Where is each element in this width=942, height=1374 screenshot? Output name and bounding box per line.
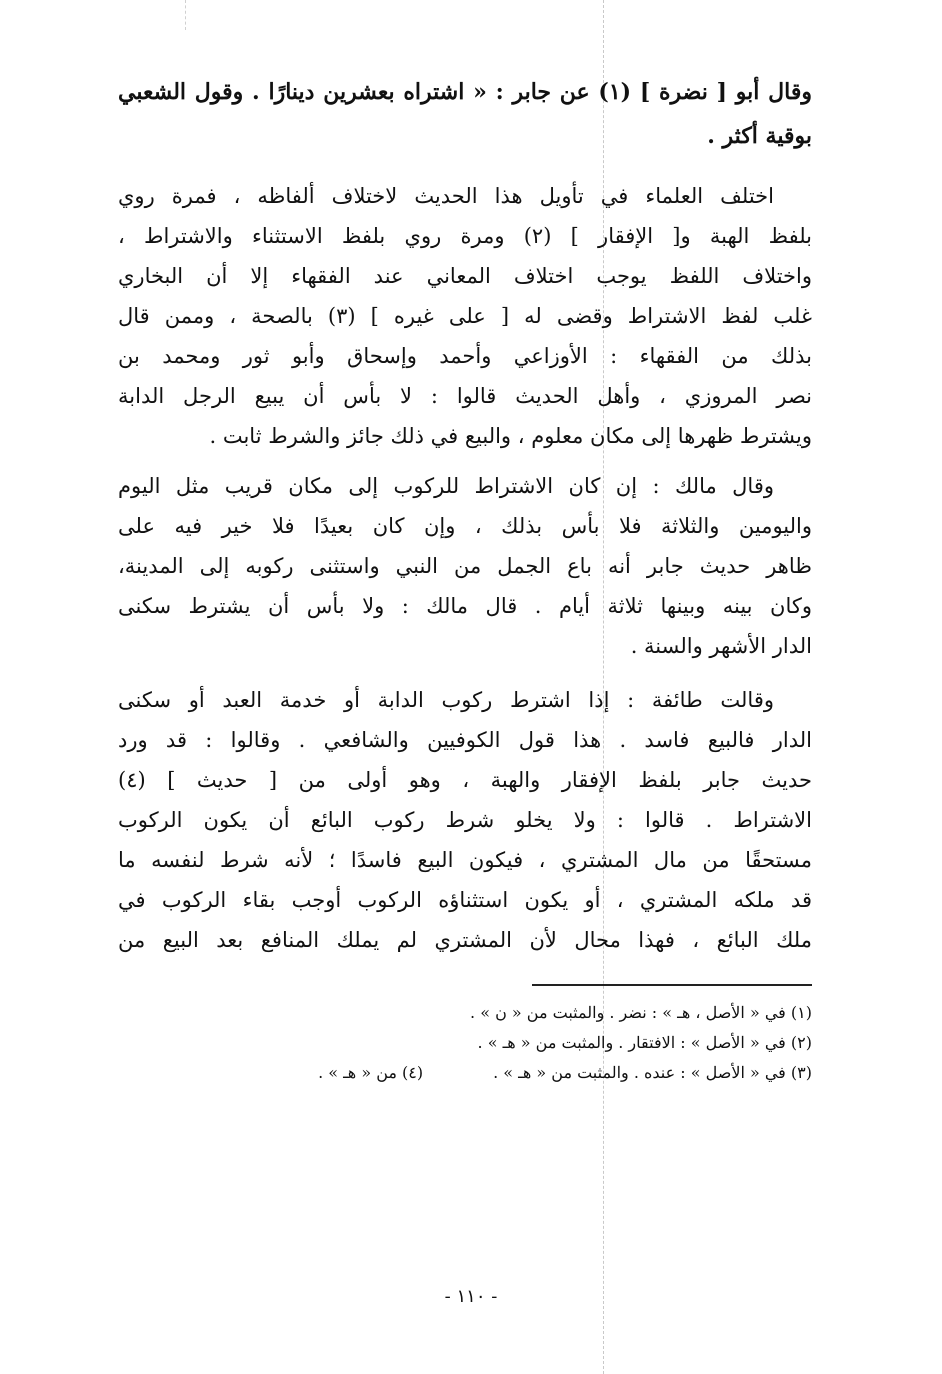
text-line: وقالت طائفة : إذا اشترط ركوب الدابة أو خدمة العبد أو سكنى — [118, 688, 774, 712]
footnote-3-row — [118, 1058, 812, 1088]
text-line: نصر المروزي ، وأهل الحديث قالوا : لا بأس أن يبيع الرجل الدابة — [118, 384, 812, 408]
paragraph-2 — [118, 466, 812, 666]
text-line: بذلك من الفقهاء : الأوزاعي وأحمد وإسحاق وأبو ثور ومحمد بن — [118, 344, 812, 368]
lead-paragraph — [118, 70, 812, 158]
text-line: واختلاف اللفظ يوجب اختلاف المعاني عند الفقهاء إلا أن البخاري — [118, 264, 812, 288]
text-line: حديث جابر بلفظ الإفقار والهبة ، وهو أولى من [ حديث ] (٤) — [118, 768, 812, 792]
text-line: ملك البائع ، فهذا محال لأن المشتري لم يملك المنافع بعد البيع من — [118, 928, 812, 952]
text-line: ويشترط ظهرها إلى مكان معلوم ، والبيع في ذلك جائز والشرط ثابت . — [209, 424, 812, 448]
footnote-3: (٣) في « الأصل » : عنده . والمثبت من « هـ » . — [493, 1063, 812, 1082]
document-page — [118, 70, 812, 1088]
text-line: الدار فالبيع فاسد . هذا قول الكوفيين والشافعي . وقالوا : قد ورد — [118, 728, 812, 752]
footnote-divider — [532, 984, 812, 986]
text-line: وقال أبو [ نضرة ] (١) عن جابر : « اشتراه بعشرين دينارًا . وقول الشعبي — [118, 79, 812, 105]
page-fold-line-top — [185, 0, 186, 30]
text-line: بوقية أكثر . — [707, 123, 812, 149]
footnotes — [118, 998, 812, 1088]
text-line: بلفظ الهبة و[ الإفقار ] (٢) ومرة روي بلفظ الاستثناء والاشتراط ، — [118, 224, 812, 248]
text-line: غلب لفظ الاشتراط وقضى له [ على غيره ] (٣) بالصحة ، وممن قال — [118, 304, 812, 328]
footnote-2: (٢) في « الأصل » : الافتقار . والمثبت من « هـ » . — [477, 1033, 812, 1052]
paragraph-1 — [118, 176, 812, 456]
text-line: اختلف العلماء في تأويل هذا الحديث لاختلاف ألفاظه ، فمرة روي — [118, 184, 774, 208]
text-line: مستحقًا من مال المشتري ، فيكون البيع فاسدًا ؛ لأنه شرط لنفسه ما — [118, 848, 812, 872]
text-line: وقال مالك : إن كان الاشتراط للركوب إلى مكان قريب مثل اليوم — [118, 474, 774, 498]
footnote-4: (٤) من « هـ » . — [318, 1063, 424, 1082]
page-number: - ١١٠ - — [444, 1286, 498, 1307]
text-line: واليومين والثلاثة فلا بأس بذلك ، وإن كان بعيدًا فلا خير فيه على — [118, 514, 812, 538]
text-line: ظاهر حديث جابر أنه باع الجمل من النبي واستثنى ركوبه إلى المدينة، — [118, 554, 812, 578]
footnote-1: (١) في « الأصل ، هـ » : نضر . والمثبت من « ن » . — [470, 1003, 812, 1022]
text-line: الدار الأشهر والسنة . — [630, 634, 812, 658]
paragraph-3 — [118, 680, 812, 960]
text-line: الاشتراط . قالوا : ولا يخلو شرط ركوب البائع أن يكون الركوب — [118, 808, 812, 832]
text-line: قد ملكه المشتري ، أو يكون استثناؤه الركوب أوجب بقاء الركوب في — [118, 888, 812, 912]
text-line: وكان بينه وبينها ثلاثة أيام . قال مالك : ولا بأس أن يشترط سكنى — [118, 594, 812, 618]
